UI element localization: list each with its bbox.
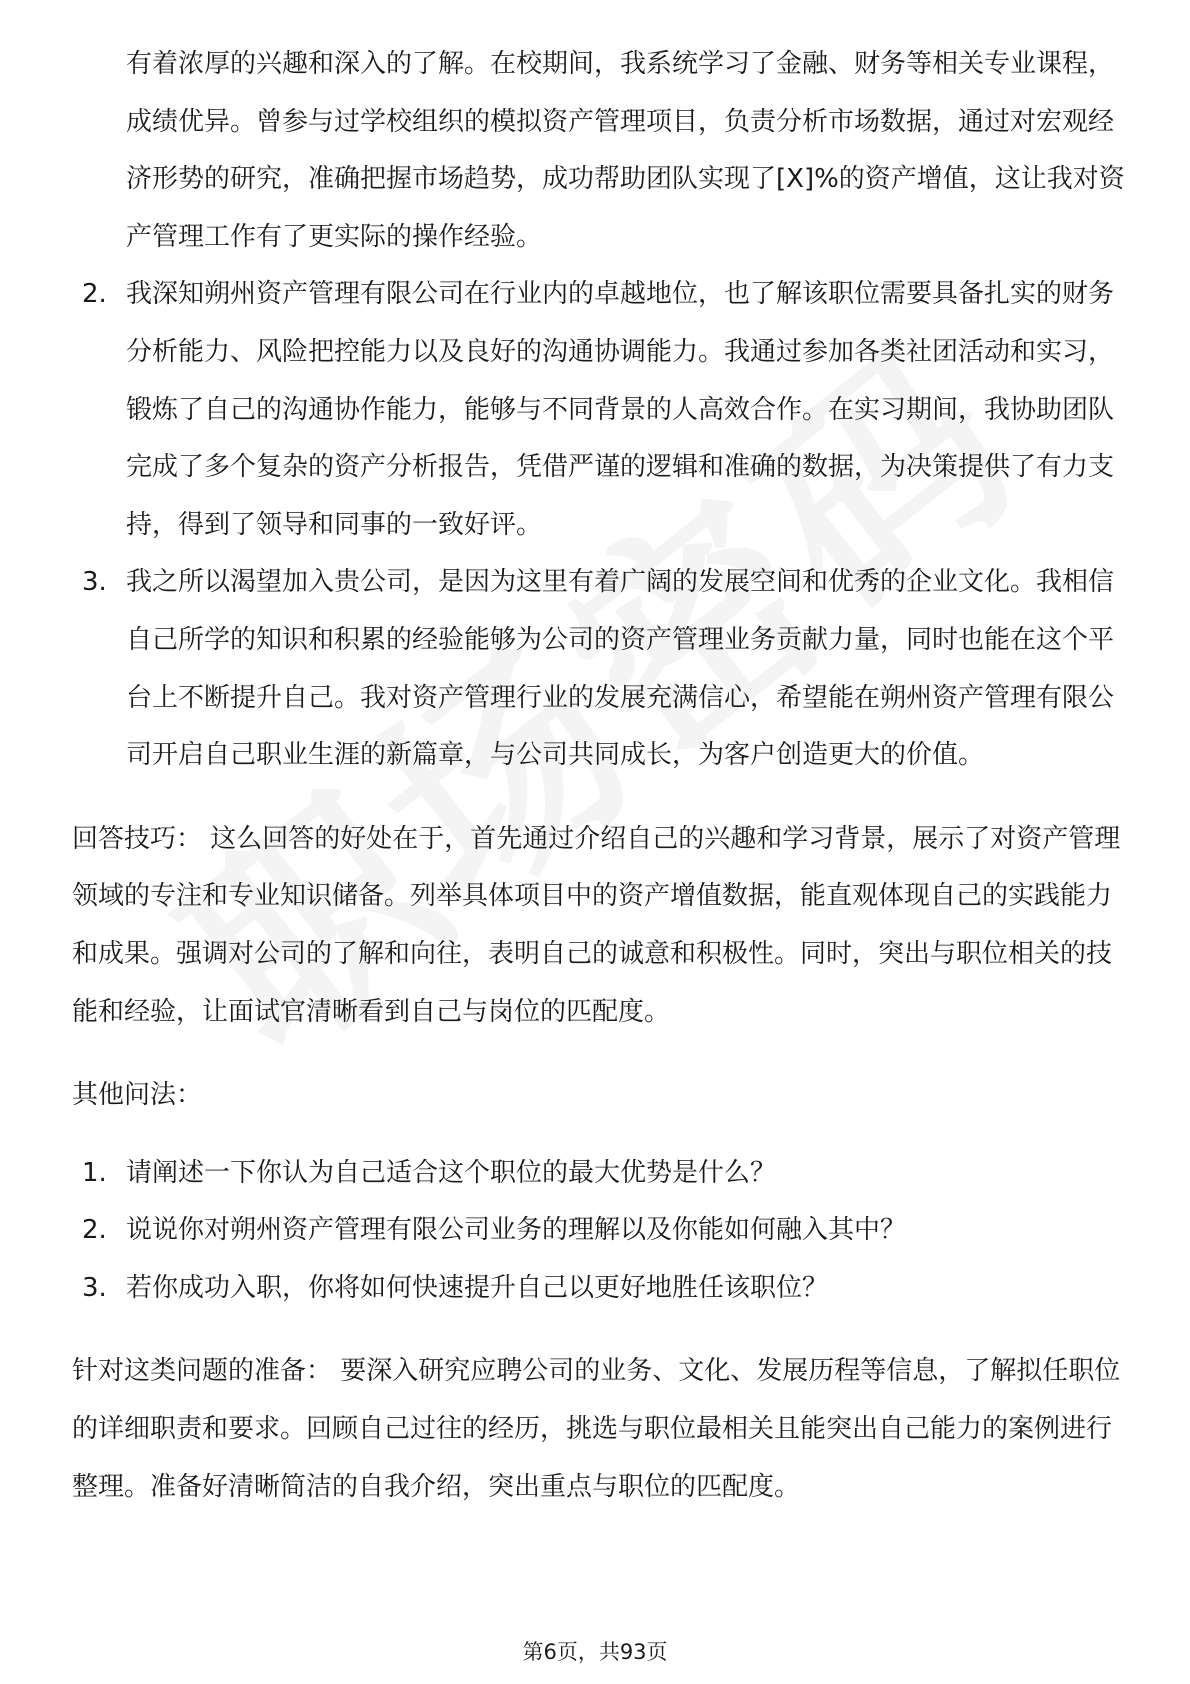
list-item-text: 我之所以渴望加入贵公司，是因为这里有着广阔的发展空间和优秀的企业文化。我相信自己所学的知识和积累的经验能够为公司的资产管理业务贡献力量，同时也能在这个平台上不断提升自己。我对资产管理行业的发展充满信心，希望能在朔州资产管理有限公司开启自己职业生涯的新篇章，与公司共同成长，为客户创造更大的价值。 bbox=[126, 567, 1115, 771]
list-number: 2. bbox=[82, 279, 107, 310]
other-question-1 bbox=[72, 1145, 1132, 1203]
other-question-2 bbox=[72, 1202, 1132, 1260]
preparation-paragraph: 针对这类问题的准备： 要深入研究应聘公司的业务、文化、发展历程等信息，了解拟任职位的详细职责和要求。回顾自己过往的经历，挑选与职位最相关且能突出自己能力的案例进行整理。准备好清晰简洁的自我介绍，突出重点与职位的匹配度。 bbox=[72, 1356, 1121, 1502]
page-content bbox=[72, 36, 1132, 1516]
list-number: 3. bbox=[82, 1272, 107, 1303]
list-number: 2. bbox=[82, 1215, 107, 1246]
list-number: 3. bbox=[82, 567, 107, 598]
list-number: 1. bbox=[82, 1157, 107, 1188]
list-item-text: 说说你对朔州资产管理有限公司业务的理解以及你能如何融入其中？ bbox=[126, 1215, 907, 1246]
other-question-3 bbox=[72, 1260, 1132, 1318]
answer-item-continuation: 有着浓厚的兴趣和深入的了解。在校期间，我系统学习了金融、财务等相关专业课程，成绩优异。曾参与过学校组织的模拟资产管理项目，负责分析市场数据，通过对宏观经济形势的研究，准确把握市场趋势，成功帮助团队实现了[X]%的资产增值，这让我对资产管理工作有了更实际的操作经验。 bbox=[126, 49, 1125, 252]
answer-item-3 bbox=[72, 554, 1132, 784]
list-item-text: 请阐述一下你认为自己适合这个职位的最大优势是什么？ bbox=[126, 1157, 777, 1188]
page-number-footer: 第6页，共93页 bbox=[522, 1640, 668, 1664]
answer-item-2 bbox=[72, 266, 1132, 554]
other-questions-heading: 其他问法： bbox=[72, 1080, 203, 1111]
answer-tips-paragraph: 回答技巧： 这么回答的好处在于，首先通过介绍自己的兴趣和学习背景，展示了对资产管理领域的专注和专业知识储备。列举具体项目中的资产增值数据，能直观体现自己的实践能力和成果。强调对公司的了解和向往，表明自己的诚意和积极性。同时，突出与职位相关的技能和经验，让面试官清晰看到自己与岗位的匹配度。 bbox=[72, 823, 1121, 1027]
list-item-text: 我深知朔州资产管理有限公司在行业内的卓越地位，也了解该职位需要具备扎实的财务分析能力、风险把控能力以及良好的沟通协调能力。我通过参加各类社团活动和实习，锻炼了自己的沟通协作能力，能够与不同背景的人高效合作。在实习期间，我协助团队完成了多个复杂的资产分析报告，凭借严谨的逻辑和准确的数据，为决策提供了有力支持，得到了领导和同事的一致好评。 bbox=[126, 279, 1115, 540]
list-item-text: 若你成功入职，你将如何快速提升自己以更好地胜任该职位？ bbox=[126, 1272, 829, 1303]
